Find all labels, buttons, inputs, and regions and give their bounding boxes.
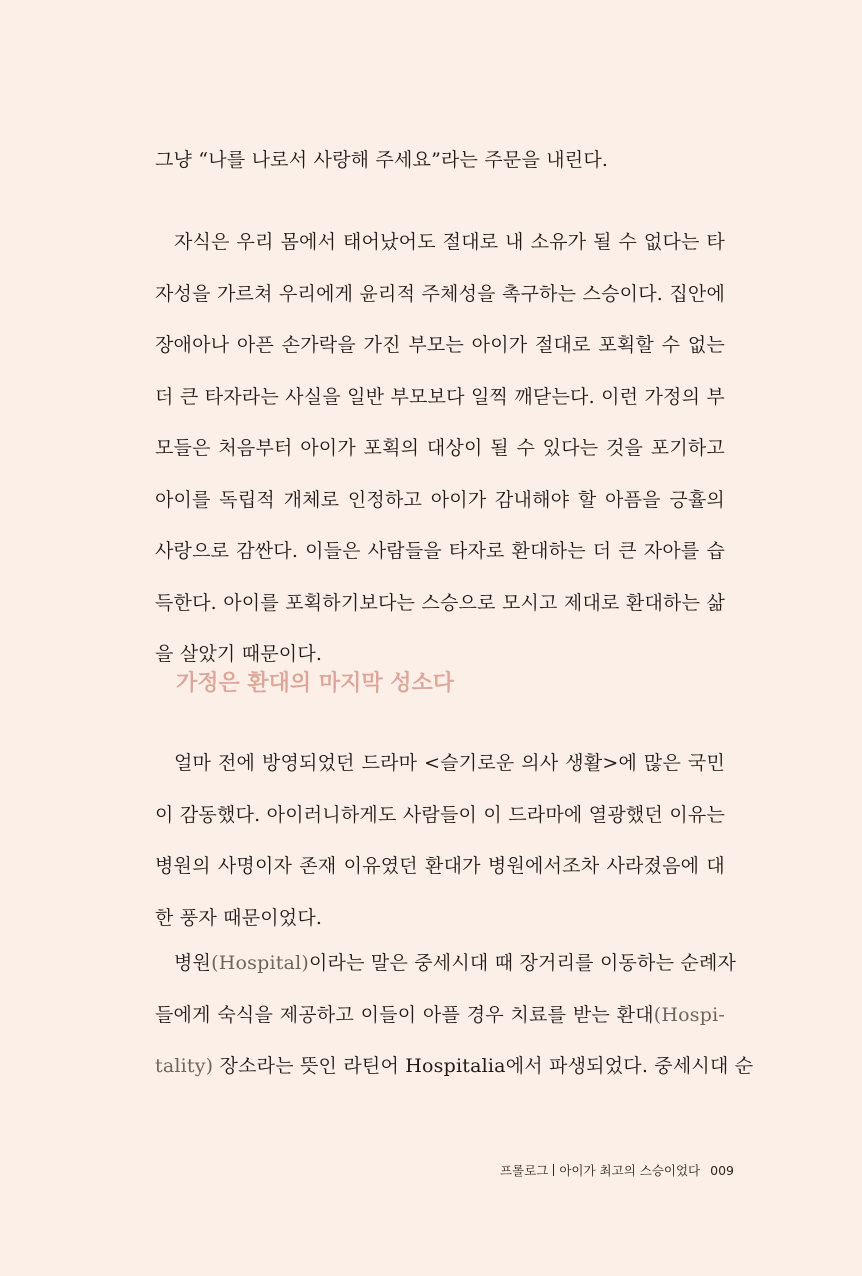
running-footer (500, 1160, 734, 1182)
text-run: 들에게 숙식을 제공하고 이들이 아플 경우 치료를 받는 환대 (155, 1003, 654, 1026)
footer-chapter-title: 아이가 최고의 스승이었다 (559, 1163, 701, 1178)
paragraph-line (155, 990, 725, 1042)
paragraph-line: 그냥 “나를 나로서 사랑해 주세요”라는 주문을 내린다. (155, 149, 609, 171)
paragraph-line: 자성을 가르쳐 우리에게 윤리적 주체성을 촉구하는 스승이다. 집안에 (155, 282, 725, 305)
paragraph-line: 자식은 우리 몸에서 태어났어도 절대로 내 소유가 될 수 없다는 타 (174, 231, 725, 253)
footer-section: 프롤로그 (500, 1163, 549, 1178)
text-run: 이라는 말은 중세시대 때 장거리를 이동하는 순례자 (308, 952, 737, 974)
latin-term: (Hospi- (653, 1003, 725, 1026)
paragraph-intro (155, 135, 725, 187)
text-run: 병원 (174, 952, 212, 974)
paragraph-line: 더 큰 타자라는 사실을 일반 부모보다 일찍 깨닫는다. 이런 가정의 부 (155, 385, 725, 408)
paragraph-line: 한 풍자 때문이었다. (155, 906, 323, 929)
text-run: 장소라는 뜻인 라틴어 Hospitalia에서 파생되었다. 중세시대 순 (213, 1055, 754, 1077)
paragraph-drama (155, 738, 725, 944)
paragraph-children (155, 217, 725, 681)
paragraph-line: 얼마 전에 방영되었던 드라마 <슬기로운 의사 생활>에 많은 국민 (174, 752, 725, 774)
paragraph-line: 사랑으로 감싼다. 이들은 사람들을 타자로 환대하는 더 큰 자아를 습 (155, 540, 725, 562)
page-number: 009 (710, 1163, 734, 1178)
paragraph-line: 장애아나 아픈 손가락을 가진 부모는 아이가 절대로 포획할 수 없는 (155, 334, 725, 356)
paragraph-line (155, 938, 737, 990)
paragraph-line (155, 1041, 754, 1093)
paragraph-line: 득한다. 아이를 포획하기보다는 스승으로 모시고 제대로 환대하는 삶 (155, 591, 725, 614)
latin-term: (Hospital) (211, 952, 309, 974)
paragraph-line: 이 감동했다. 아이러니하게도 사람들이 이 드라마에 열광했던 이유는 (155, 803, 725, 826)
paragraph-line: 을 살았기 때문이다. (155, 643, 323, 665)
paragraph-line: 아이를 독립적 개체로 인정하고 아이가 감내해야 할 아픔을 긍휼의 (155, 488, 725, 511)
paragraph-hospital (155, 938, 754, 1093)
section-heading: 가정은 환대의 마지막 성소다 (176, 671, 455, 696)
latin-term: tality) (155, 1055, 214, 1077)
paragraph-line: 병원의 사명이자 존재 이유였던 환대가 병원에서조차 사라졌음에 대 (155, 855, 725, 877)
paragraph-line: 모들은 처음부터 아이가 포획의 대상이 될 수 있다는 것을 포기하고 (155, 437, 725, 459)
footer-divider (553, 1164, 554, 1176)
